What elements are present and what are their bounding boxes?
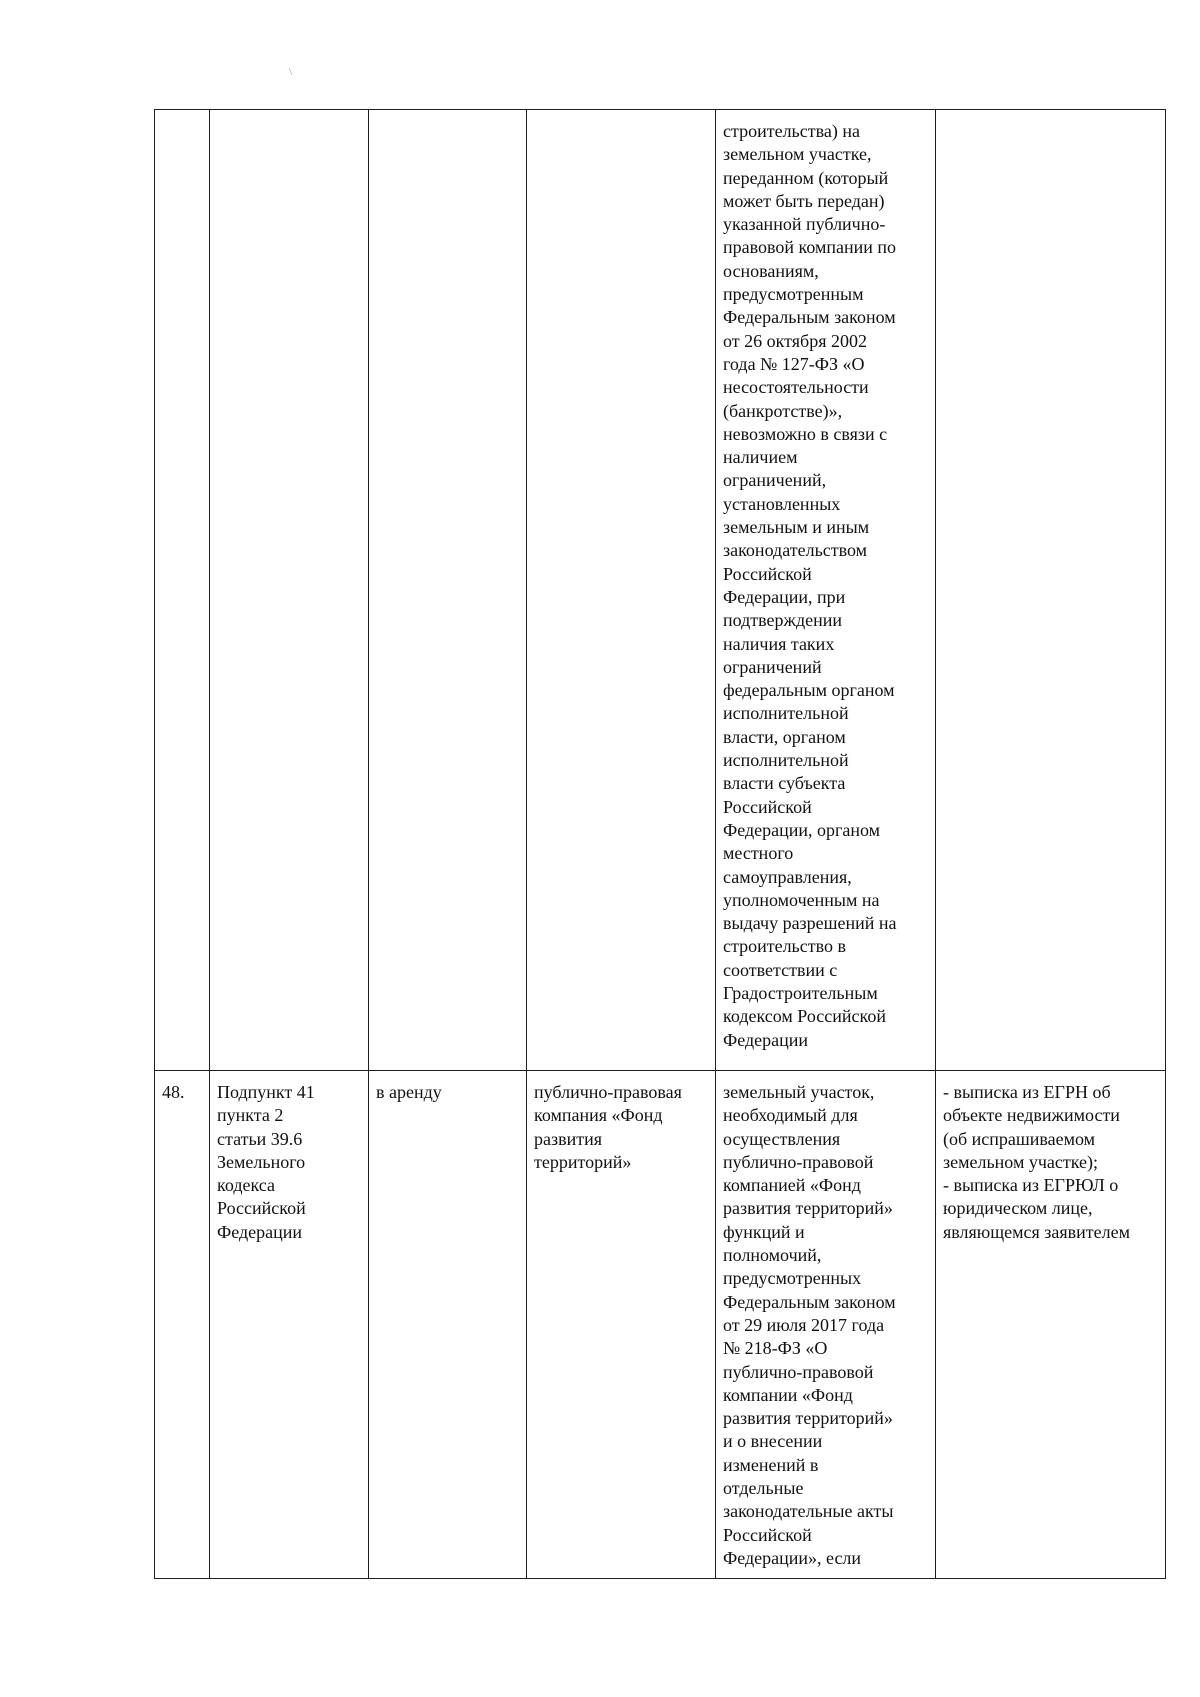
land-parcel-cell: строительства) на земельном участке, переданном (который может быть передан) указанной публично- правовой компании по основаниям, предусмотренным Федеральным законом от 26 октября 2002 года № 127-ФЗ «О несостоятельности (банкротстве)», невозможно в связи с наличием ограничений, установленных земельным и иным законодательством Российской Федерации, при подтверждении наличия таких ограничений федеральным органом исполнительной власти, органом исполнительной власти субъекта Российской Федерации, органом местного самоуправления, уполномоченным на выдачу разрешений на строительство в соответствии с Градостроительным кодексом Российской Федерации xyxy=(716,110,936,1071)
legal-basis-cell: Подпункт 41 пункта 2 статьи 39.6 Земельного кодекса Российской Федерации xyxy=(210,1071,369,1579)
row-number-cell xyxy=(155,110,210,1071)
applicant-cell xyxy=(527,110,716,1071)
documents-cell xyxy=(936,110,1166,1071)
applicant-cell: публично-правовая компания «Фонд развития территорий» xyxy=(527,1071,716,1579)
document-table xyxy=(154,109,1166,1579)
land-parcel-cell: земельный участок, необходимый для осуществления публично-правовой компанией «Фонд развития территорий» функций и полномочий, предусмотренных Федеральным законом от 29 июля 2017 года № 218-ФЗ «О публично-правовой компании «Фонд развития территорий» и о внесении изменений в отдельные законодательные акты Российской Федерации», если xyxy=(716,1071,936,1579)
right-type-cell: в аренду xyxy=(369,1071,527,1579)
right-type-cell xyxy=(369,110,527,1071)
documents-cell: - выписка из ЕГРН об объекте недвижимости (об испрашиваемом земельном участке); - выписка из ЕГРЮЛ о юридическом лице, являющемся заявителем xyxy=(936,1071,1166,1579)
legal-basis-cell xyxy=(210,110,369,1071)
table-row xyxy=(155,1071,1166,1579)
row-number-cell: 48. xyxy=(155,1071,210,1579)
table-row xyxy=(155,110,1166,1071)
page-mark: \ xyxy=(289,66,293,78)
